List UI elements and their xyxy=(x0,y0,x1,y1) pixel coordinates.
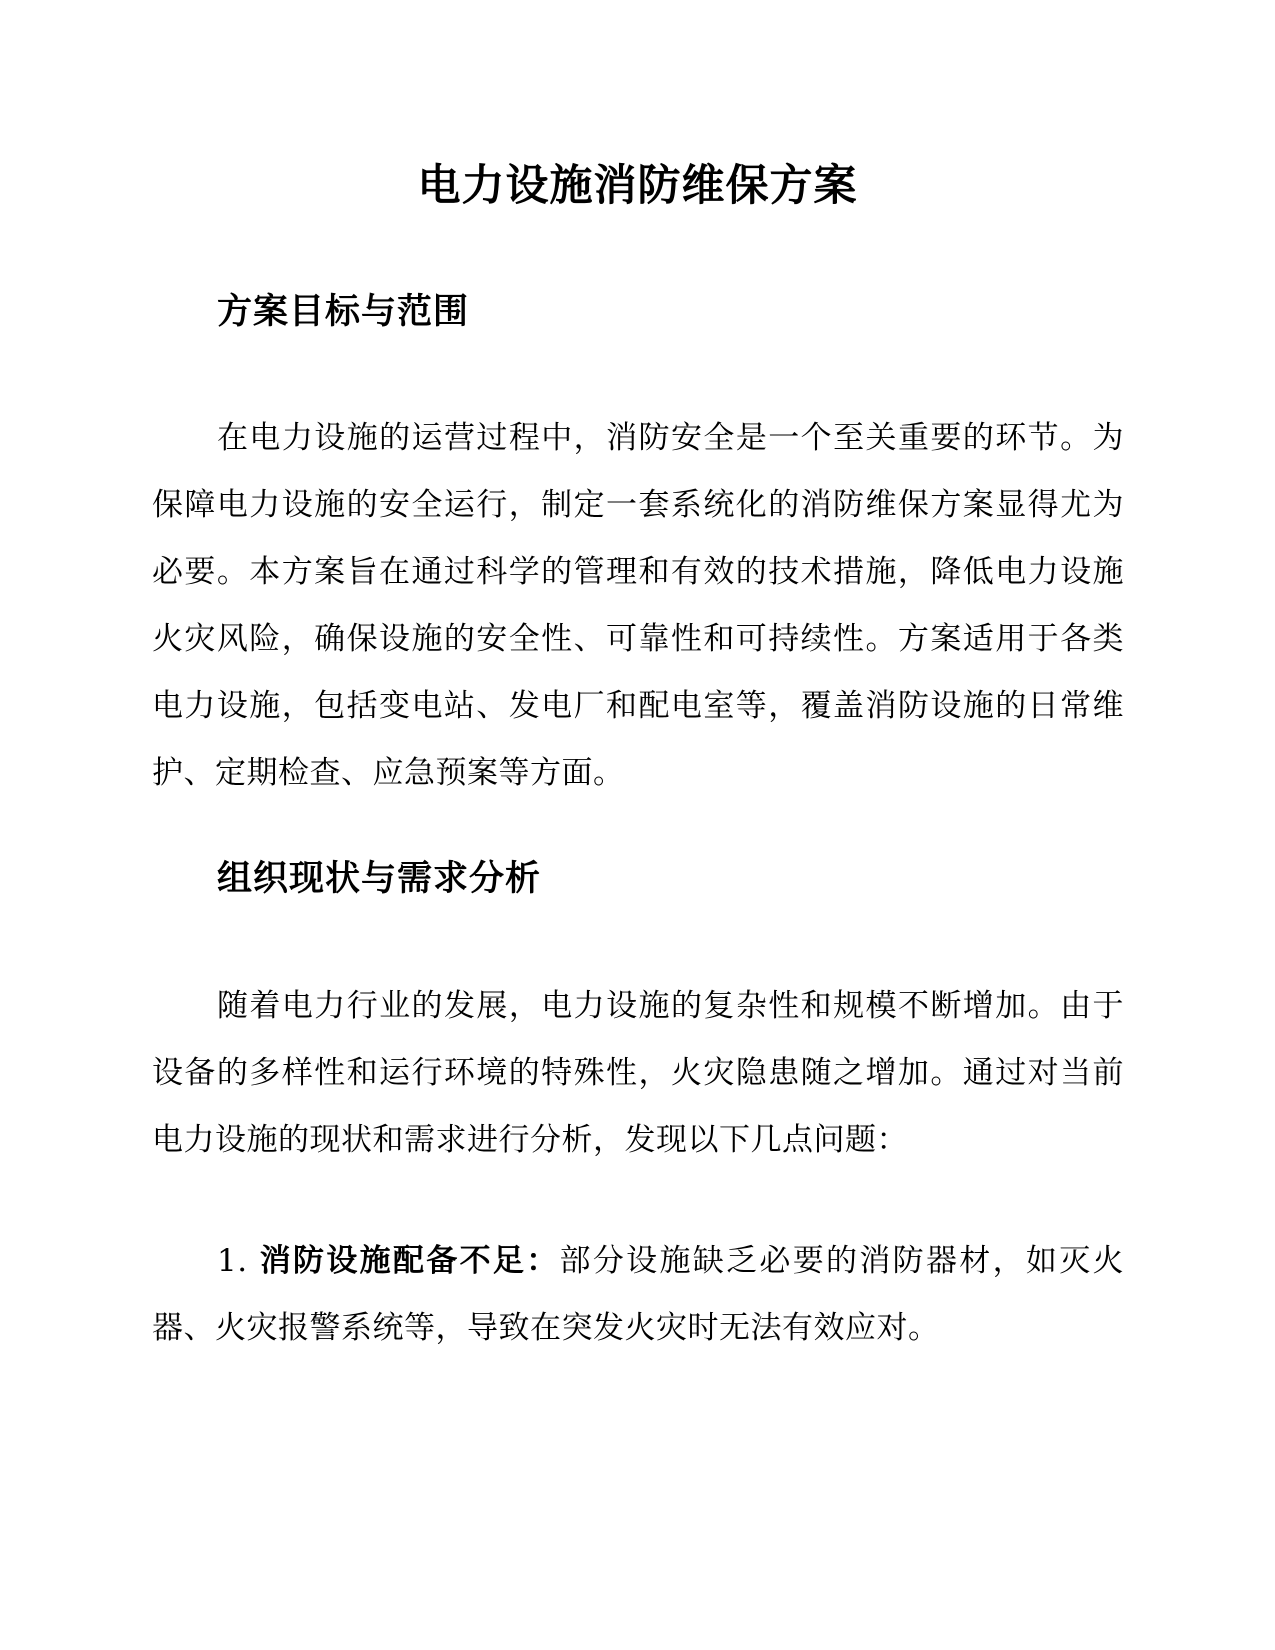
list-item-number: 1. xyxy=(217,1243,260,1279)
list-item-text: 部分设施缺乏必要的消防器材，如灭火器、火灾报警系统等，导致在突发火灾时无法有效应对。 xyxy=(152,1243,1125,1346)
paragraph-status-needs: 随着电力行业的发展，电力设施的复杂性和规模不断增加。由于设备的多样性和运行环境的特殊性，火灾隐患随之增加。通过对当前电力设施的现状和需求进行分析，发现以下几点问题： xyxy=(152,988,1124,1158)
list-item-1 xyxy=(152,1228,1124,1362)
document-title: 电力设施消防维保方案 xyxy=(417,161,858,211)
section-heading-status-needs: 组织现状与需求分析 xyxy=(217,859,542,899)
section-heading-goals-scope: 方案目标与范围 xyxy=(217,292,470,332)
paragraph-goals-scope: 在电力设施的运营过程中，消防安全是一个至关重要的环节。为保障电力设施的安全运行，制定一套系统化的消防维保方案显得尤为必要。本方案旨在通过科学的管理和有效的技术措施，降低电力设施火灾风险，确保设施的安全性、可靠性和可持续性。方案适用于各类电力设施，包括变电站、发电厂和配电室等，覆盖消防设施的日常维护、定期检查、应急预案等方面。 xyxy=(152,420,1124,791)
list-item-label: 消防设施配备不足： xyxy=(259,1243,560,1279)
